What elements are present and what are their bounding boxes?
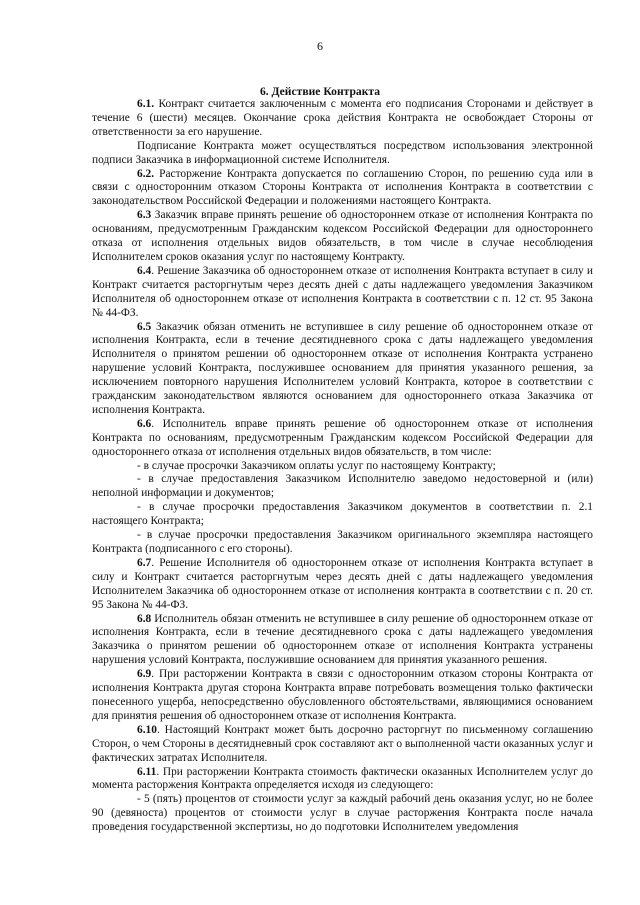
paragraph-6-4 — [92, 265, 593, 321]
list-item — [92, 529, 593, 557]
paragraph-6-9 — [92, 668, 593, 724]
clause-number: 6.11 — [137, 765, 157, 778]
list-item-text: - в случае просрочки Заказчиком оплаты услуг по настоящему Контракту; — [137, 459, 496, 472]
paragraph-text: . Настоящий Контракт может быть досрочно расторгнут по письменному соглашению Сторон, о чем Стороны в десятидневный срок составляют акт о выполненной части оказанных услуг и фактических затратах Исполнителя. — [92, 723, 593, 764]
paragraph-text: . При расторжении Контракта в связи с односторонним отказом стороны Контракта от исполнения Контракта другая сторона Контракта вправе потребовать возмещения только фактически понесенного ущерба, непосредственно обусловленного обстоятельствами, являющимися основанием для принятия решения об одностороннем отказе от исполнения Контракта. — [92, 668, 593, 722]
clause-number: 6.7 — [137, 556, 152, 569]
paragraph-6-2 — [92, 168, 593, 210]
paragraph-6-6 — [92, 418, 593, 460]
list-item-text: - 5 (пять) процентов от стоимости услуг за каждый рабочий день оказания услуг, но не более 90 (девяноста) процентов от стоимости услуг в случае расторжения Контракта после начала проведения государственной экспертизы, но до подготовки Исполнителем уведомления — [92, 793, 593, 834]
paragraph-6-3 — [92, 209, 593, 265]
paragraph-text: . При расторжении Контракта стоимость фактически оказанных Исполнителем услуг до момента расторжения Контракта определяется исходя из следующего: — [92, 765, 593, 792]
paragraph-6-7 — [92, 557, 593, 613]
section-title: 6. Действие Контракта — [259, 85, 381, 98]
list-item-text: - в случае просрочки предоставления Заказчиком документов в соответствии п. 2.1 настоящего Контракта; — [92, 501, 593, 528]
paragraph-6-10 — [92, 724, 593, 766]
paragraph-6-11 — [92, 766, 593, 794]
list-item — [92, 501, 593, 529]
paragraph-text: Подписание Контракта может осуществляться посредством использования электронной подписи Заказчика в информационной системе Исполнителя. — [92, 139, 593, 166]
paragraph-text: Расторжение Контракта допускается по соглашению Сторон, по решению суда или в связи с односторонним отказом Стороны Контракта от исполнения Контракта в соответствии с законодательством Российской Федерации и положениями настоящего Контракта. — [92, 167, 593, 208]
paragraph-6-5 — [92, 321, 593, 418]
paragraph-text: . Решение Заказчика об одностороннем отказе от исполнения Контракта вступает в силу и Контракт считается расторгнутым через десять дней с даты надлежащего уведомления Заказчиком Исполнителя об одностороннем отказе от исполнения Контракта в соответствии с п. 12 ст. 95 Закона № 44-ФЗ. — [92, 264, 593, 319]
clause-number: 6.2. — [137, 167, 155, 180]
clause-number: 6.8 — [137, 612, 152, 625]
paragraph-text: Контракт считается заключенным с момента его подписания Сторонами и действует в течение 6 (шести) месяцев. Окончание срока действия Контракта не освобождает Стороны от ответственности за его нарушение. — [92, 98, 593, 138]
list-item-text: - в случае предоставления Заказчиком Исполнителю заведомо недостоверной и (или) неполной информации и документов; — [92, 473, 593, 500]
paragraph-text: . Исполнитель вправе принять решение об одностороннем отказе от исполнения Контракта по основаниям, предусмотренным Гражданским кодексом Российской Федерации для одностороннего отказа от исполнения отдельных видов обязательств, в том числе: — [92, 417, 593, 458]
clause-number: 6.9 — [137, 668, 152, 681]
clause-number: 6.4 — [137, 264, 152, 277]
paragraph-text: Исполнитель обязан отменить не вступившее в силу решение об одностороннем отказе от исполнения Контракта, если в течение десятидневного срока с даты надлежащего уведомления Заказчика о принятом решении об одностороннем отказе от исполнения Контракта устранены нарушения условий Контракта, послужившие основанием для принятия указанного решения. — [92, 612, 593, 667]
paragraph-6-1 — [92, 98, 593, 140]
clause-number: 6.3 — [137, 209, 152, 222]
paragraph-6-8 — [92, 613, 593, 669]
paragraph-text: Заказчик вправе принять решение об одностороннем отказе от исполнения Контракта по основаниям, предусмотренным Гражданским кодексом Российской Федерации для одностороннего отказа от исполнения отдельных видов обязательств, в том числе в случае несоблюдения Исполнителем сроков оказания услуг по настоящему Контракту. — [92, 209, 593, 263]
page-number: 6 — [317, 39, 323, 53]
list-item — [92, 460, 593, 474]
clause-number: 6.5 — [137, 320, 152, 333]
list-item — [92, 793, 593, 835]
section-body — [92, 98, 593, 835]
paragraph-text: Заказчик обязан отменить не вступившее в силу решение об одностороннем отказе от исполнения Контракта, если в течение десятидневного срока с даты надлежащего уведомления Исполнителя о принятом решении об одностороннем отказе от исполнения Контракта устранено нарушение условий Контракта, послужившее основанием для принятия указанного решения, за исключением повторного нарушения Исполнителем условий Контракта, которое в соответствии с гражданским законодательством являются основанием для одностороннего отказа Заказчика от исполнения Контракта. — [92, 320, 593, 416]
clause-number: 6.6 — [137, 417, 152, 430]
list-item-text: - в случае просрочки предоставления Заказчиком оригинального экземпляра настоящего Контракта (подписанного с его стороны). — [92, 529, 593, 555]
list-item — [92, 473, 593, 501]
clause-number: 6.1. — [137, 98, 155, 110]
paragraph-signing — [92, 140, 593, 168]
paragraph-text: . Решение Исполнителя об одностороннем отказе от исполнения Контракта вступает в силу и Контракт считается расторгнутым через десять дней с даты надлежащего уведомления Исполнителем Заказчика об одностороннем отказе от исполнения контракта в соответствии с п. 20 ст. 95 Закона № 44-ФЗ. — [92, 556, 593, 611]
clause-number: 6.10 — [137, 723, 157, 736]
